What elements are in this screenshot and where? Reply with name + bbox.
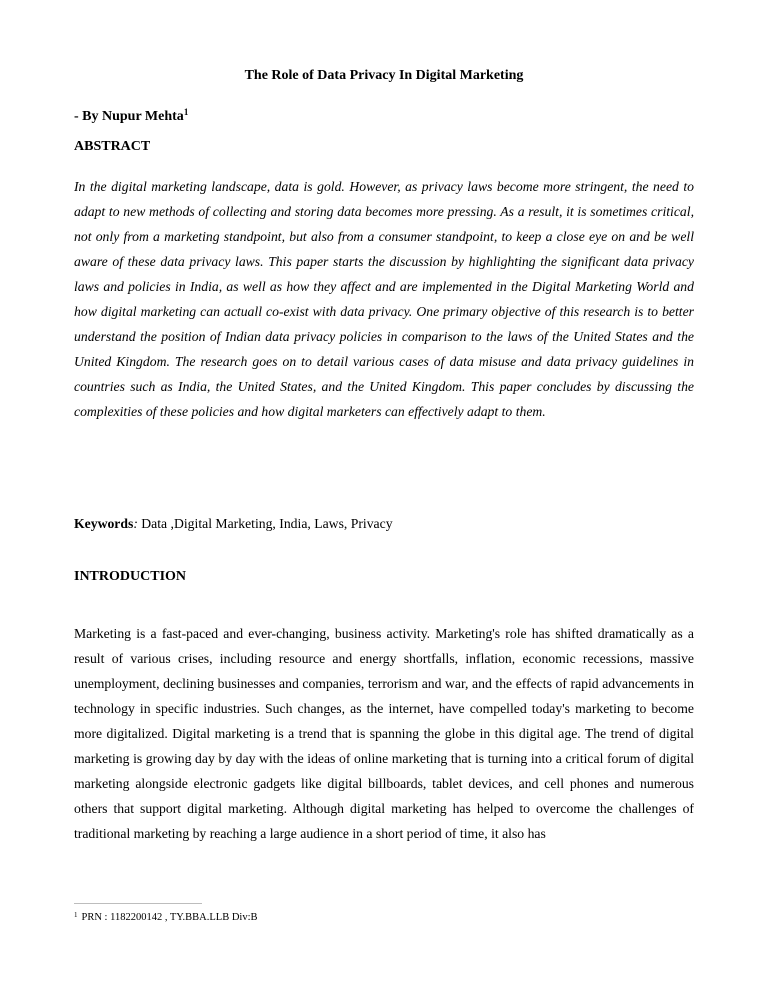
author-byline [74,107,188,127]
keywords-line [74,514,393,534]
footnote-divider [74,903,202,904]
paper-title: The Role of Data Privacy In Digital Marketing [244,68,524,83]
author-footnote-marker[interactable]: 1 [183,107,189,117]
keywords-values: Data ,Digital Marketing, India, Laws, Privacy [141,516,393,531]
introduction-heading: INTRODUCTION [74,569,187,584]
footnote-text: PRN : 1182200142 , TY.BBA.LLB Div:B [81,912,258,923]
author-name: - By Nupur Mehta [74,109,184,124]
abstract-text: In the digital marketing landscape, data is gold. However, as privacy laws become more stringent, the need to adapt to new methods of collecting and storing data becomes more pressing. As a result, it is sometimes critical, not only from a marketing standpoint, but also from a consumer standpoint, to keep a close eye on and be well aware of these data privacy laws. This paper starts the discussion by highlighting the significant data privacy laws and policies in India, as well as how they affect and are implemented in the Digital Marketing World and how digital marketing can actuall co-exist with data privacy. One primary objective of this research is to better understand the position of Indian data privacy policies in comparison to the laws of the United States and the United Kingdom. The research goes on to detail various cases of data misuse and data privacy guidelines in countries such as India, the United States, and the United Kingdom. This paper concludes by discussing the complexities of these policies and how digital marketers can effectively adapt to them. [74,179,694,419]
introduction-text: Marketing is a fast-paced and ever-changing, business activity. Marketing's role has shifted dramatically as a result of various crises, including resource and energy shortfalls, inflation, economic recessions, massive unemployment, declining businesses and companies, terrorism and war, and the effects of rapid advancements in technology in specific industries. Such changes, as the internet, have compelled today's marketing to become more digitalized. Digital marketing is a trend that is spanning the globe in this digital age. The trend of digital marketing is growing day by day with the ideas of online marketing that is turning into a critical forum of digital marketing alongside electronic gadgets like digital billboards, tablet devices, and cell phones and numerous others that support digital marketing. Although digital marketing has helped to overcome the challenges of traditional marketing by reaching a large audience in a short period of time, it also has [74,626,694,841]
footnote-marker: 1 [74,911,78,919]
keywords-label: Keywords [74,516,134,531]
abstract-heading: ABSTRACT [74,139,151,154]
footnote [74,911,258,925]
keywords-separator: : [133,516,138,531]
